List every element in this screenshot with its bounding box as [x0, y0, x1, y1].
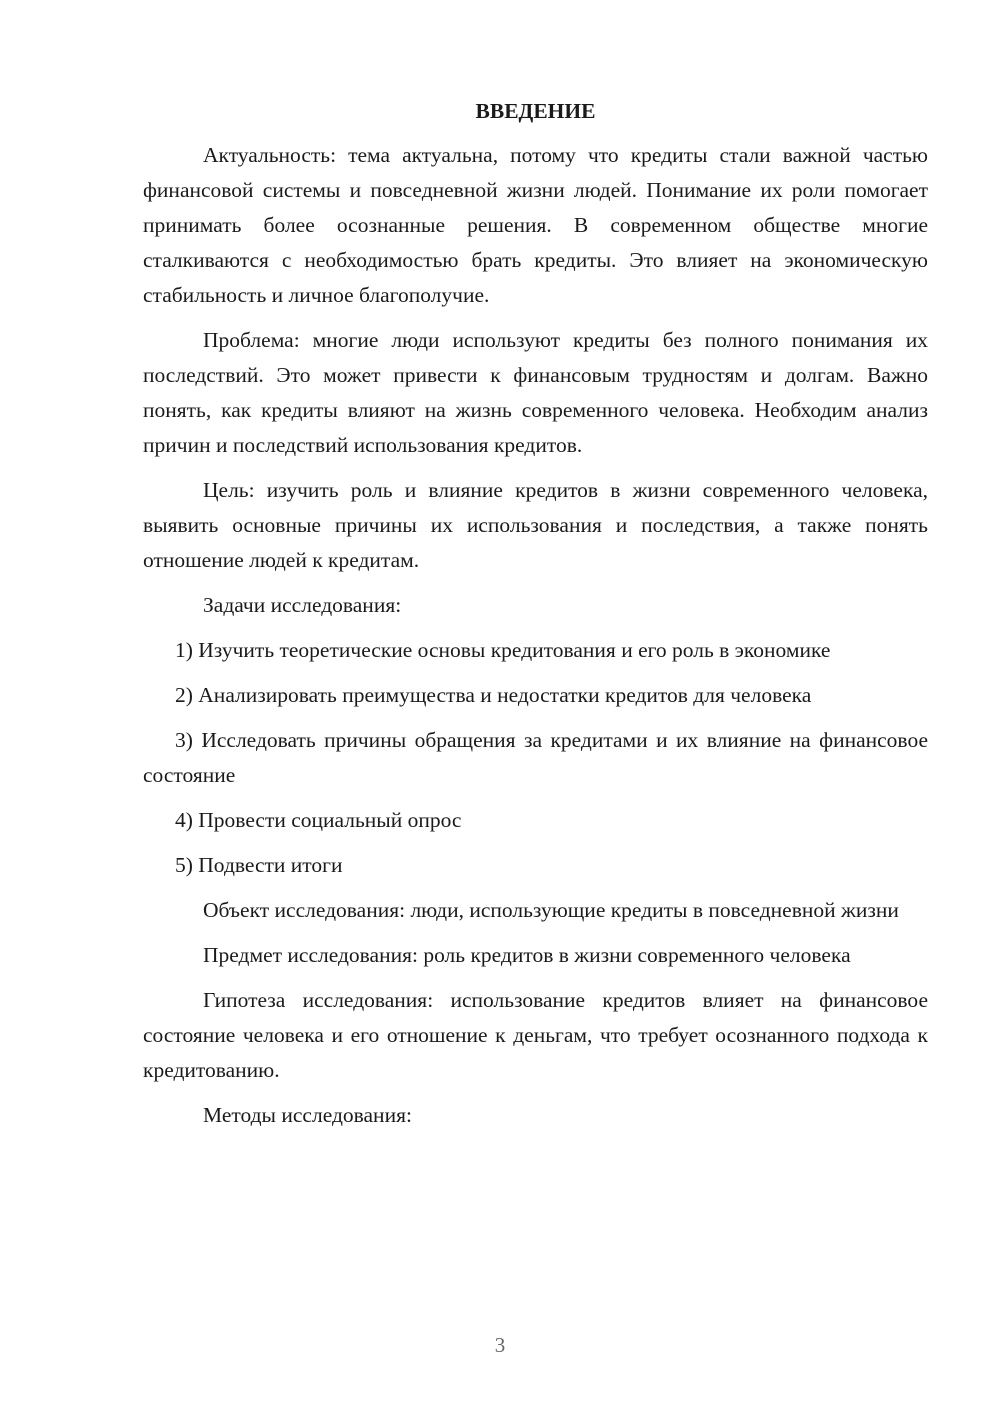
tasks-list: [143, 633, 928, 883]
list-item: 5) Подвести итоги: [175, 853, 343, 877]
tasks-heading: Задачи исследования:: [203, 593, 402, 617]
paragraph-problem: Проблема: многие люди используют кредиты без полного понимания их последствий. Это может привести к финансовым трудностям и долгам. Важно понять, как кредиты влияют на жизнь современного человека. Необходим анализ причин и последствий использования кредитов.: [143, 328, 928, 457]
paragraph-object: Объект исследования: люди, использующие кредиты в повседневной жизни: [203, 898, 899, 922]
paragraph-relevance: Актуальность: тема актуальна, потому что кредиты стали важной частью финансовой системы и повседневной жизни людей. Понимание их роли помогает принимать более осознанные решения. В современном обществе многие сталкиваются с необходимостью брать кредиты. Это влияет на экономическую стабильность и личное благополучие.: [143, 143, 928, 307]
section-title: ВВЕДЕНИЕ: [475, 99, 596, 123]
document-page: [143, 96, 928, 1143]
list-item: 2) Анализировать преимущества и недостатки кредитов для человека: [175, 683, 812, 707]
page-number: 3: [494, 1333, 506, 1357]
paragraph-hypothesis: Гипотеза исследования: использование кредитов влияет на финансовое состояние человека и его отношение к деньгам, что требует осознанного подхода к кредитованию.: [143, 988, 928, 1082]
list-item: 4) Провести социальный опрос: [175, 808, 462, 832]
methods-heading: Методы исследования:: [203, 1103, 412, 1127]
paragraph-subject: Предмет исследования: роль кредитов в жизни современного человека: [203, 943, 851, 967]
paragraph-goal: Цель: изучить роль и влияние кредитов в жизни современного человека, выявить основные причины их использования и последствия, а также понять отношение людей к кредитам.: [143, 478, 928, 572]
list-item: 3) Исследовать причины обращения за кредитами и их влияние на финансовое состояние: [143, 728, 928, 787]
list-item: 1) Изучить теоретические основы кредитования и его роль в экономике: [175, 638, 831, 662]
